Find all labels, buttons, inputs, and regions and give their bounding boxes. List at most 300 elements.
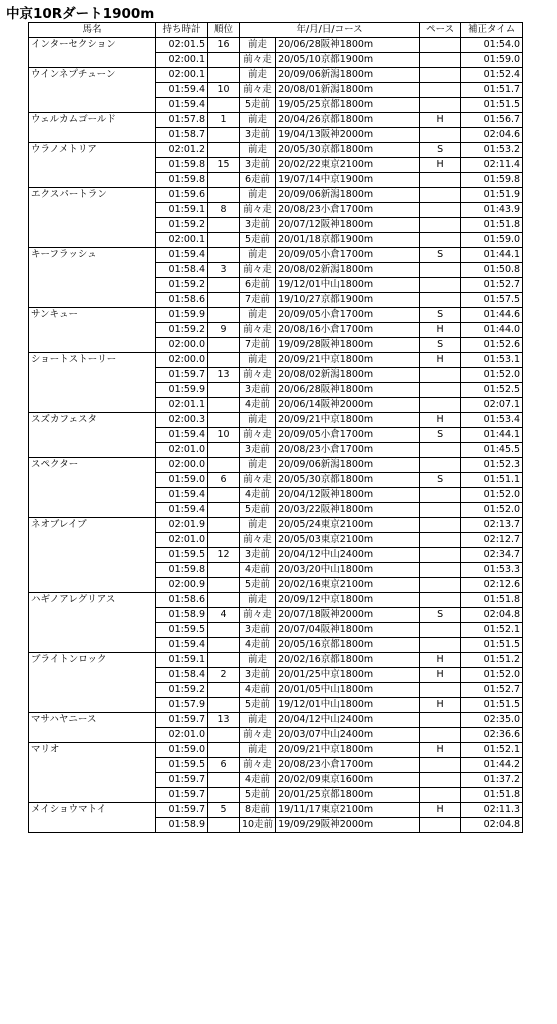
horse-name-cell: ネオブレイブ xyxy=(29,518,156,593)
race-cell: 19/12/01中山1800m xyxy=(276,698,420,713)
pace-cell: S xyxy=(420,143,461,158)
rank-cell xyxy=(208,743,240,758)
pace-cell xyxy=(420,383,461,398)
time-cell: 01:59.7 xyxy=(156,773,208,788)
rank-cell xyxy=(208,563,240,578)
table-row xyxy=(29,743,523,758)
corrected-time-cell: 01:52.1 xyxy=(461,743,523,758)
race-cell: 20/04/12阪神1800m xyxy=(276,488,420,503)
rank-cell xyxy=(208,698,240,713)
rank-cell xyxy=(208,458,240,473)
race-cell: 19/09/28阪神1800m xyxy=(276,338,420,353)
relative-race-cell: 前走 xyxy=(240,743,276,758)
race-cell: 19/11/17東京2100m xyxy=(276,803,420,818)
corrected-time-cell: 01:52.3 xyxy=(461,458,523,473)
pace-cell xyxy=(420,278,461,293)
rank-cell: 10 xyxy=(208,83,240,98)
pace-cell xyxy=(420,488,461,503)
pace-cell: S xyxy=(420,338,461,353)
pace-cell: H xyxy=(420,698,461,713)
relative-race-cell: 5走前 xyxy=(240,698,276,713)
relative-race-cell: 4走前 xyxy=(240,683,276,698)
pace-cell: H xyxy=(420,323,461,338)
race-cell: 20/07/04阪神1800m xyxy=(276,623,420,638)
time-cell: 02:00.0 xyxy=(156,338,208,353)
time-cell: 01:59.2 xyxy=(156,278,208,293)
rank-cell: 15 xyxy=(208,158,240,173)
rank-cell xyxy=(208,488,240,503)
pace-cell xyxy=(420,788,461,803)
race-cell: 20/08/01新潟1800m xyxy=(276,83,420,98)
pace-cell xyxy=(420,518,461,533)
time-cell: 01:59.4 xyxy=(156,503,208,518)
time-cell: 01:59.7 xyxy=(156,368,208,383)
relative-race-cell: 前走 xyxy=(240,308,276,323)
rank-cell: 6 xyxy=(208,758,240,773)
corrected-time-cell: 01:53.1 xyxy=(461,353,523,368)
corrected-time-cell: 01:51.8 xyxy=(461,788,523,803)
time-cell: 01:58.9 xyxy=(156,818,208,833)
pace-cell xyxy=(420,443,461,458)
pace-cell xyxy=(420,398,461,413)
rank-cell xyxy=(208,218,240,233)
pace-cell xyxy=(420,533,461,548)
corrected-time-cell: 01:53.2 xyxy=(461,143,523,158)
corrected-time-cell: 02:11.3 xyxy=(461,803,523,818)
rank-cell: 9 xyxy=(208,323,240,338)
race-cell: 19/04/13阪神2000m xyxy=(276,128,420,143)
relative-race-cell: 前走 xyxy=(240,593,276,608)
rank-cell xyxy=(208,578,240,593)
time-cell: 02:00.9 xyxy=(156,578,208,593)
pace-cell xyxy=(420,638,461,653)
table-row xyxy=(29,518,523,533)
horse-name-cell: サンキュー xyxy=(29,308,156,353)
time-cell: 01:59.4 xyxy=(156,638,208,653)
rank-cell xyxy=(208,413,240,428)
rank-cell xyxy=(208,188,240,203)
rank-cell: 10 xyxy=(208,428,240,443)
time-cell: 02:01.0 xyxy=(156,728,208,743)
rank-cell xyxy=(208,788,240,803)
time-cell: 01:57.8 xyxy=(156,113,208,128)
rank-cell xyxy=(208,653,240,668)
relative-race-cell: 3走前 xyxy=(240,383,276,398)
time-cell: 01:59.2 xyxy=(156,323,208,338)
pace-cell: H xyxy=(420,158,461,173)
header-rank: 順位 xyxy=(208,23,240,38)
pace-cell xyxy=(420,728,461,743)
relative-race-cell: 10走前 xyxy=(240,818,276,833)
table-row xyxy=(29,188,523,203)
pace-cell xyxy=(420,128,461,143)
rank-cell xyxy=(208,98,240,113)
corrected-time-cell: 01:52.5 xyxy=(461,383,523,398)
rank-cell xyxy=(208,623,240,638)
time-cell: 02:00.1 xyxy=(156,233,208,248)
relative-race-cell: 3走前 xyxy=(240,218,276,233)
race-cell: 20/08/02新潟1800m xyxy=(276,263,420,278)
relative-race-cell: 4走前 xyxy=(240,488,276,503)
corrected-time-cell: 01:44.1 xyxy=(461,428,523,443)
relative-race-cell: 4走前 xyxy=(240,563,276,578)
relative-race-cell: 3走前 xyxy=(240,158,276,173)
time-cell: 01:59.5 xyxy=(156,548,208,563)
race-cell: 20/08/02新潟1800m xyxy=(276,368,420,383)
pace-cell xyxy=(420,713,461,728)
relative-race-cell: 前走 xyxy=(240,143,276,158)
corrected-time-cell: 02:04.8 xyxy=(461,608,523,623)
rank-cell: 6 xyxy=(208,473,240,488)
relative-race-cell: 3走前 xyxy=(240,623,276,638)
horse-name-cell: ウラノメトリア xyxy=(29,143,156,188)
rank-cell xyxy=(208,353,240,368)
time-cell: 01:59.7 xyxy=(156,713,208,728)
corrected-time-cell: 01:37.2 xyxy=(461,773,523,788)
race-cell: 20/09/21中京1800m xyxy=(276,353,420,368)
rank-cell xyxy=(208,533,240,548)
race-cell: 20/09/12中京1800m xyxy=(276,593,420,608)
relative-race-cell: 前走 xyxy=(240,68,276,83)
time-cell: 01:58.4 xyxy=(156,668,208,683)
race-cell: 20/05/10京都1900m xyxy=(276,53,420,68)
horse-name-cell: ブライトンロック xyxy=(29,653,156,713)
pace-cell xyxy=(420,368,461,383)
race-cell: 20/06/14阪神2000m xyxy=(276,398,420,413)
corrected-time-cell: 01:51.7 xyxy=(461,83,523,98)
rank-cell xyxy=(208,278,240,293)
race-cell: 20/02/16京都1800m xyxy=(276,653,420,668)
pace-cell xyxy=(420,173,461,188)
corrected-time-cell: 01:44.6 xyxy=(461,308,523,323)
pace-cell xyxy=(420,578,461,593)
corrected-time-cell: 01:52.7 xyxy=(461,683,523,698)
rank-cell xyxy=(208,53,240,68)
time-cell: 02:00.1 xyxy=(156,53,208,68)
corrected-time-cell: 01:44.1 xyxy=(461,248,523,263)
relative-race-cell: 3走前 xyxy=(240,443,276,458)
time-cell: 02:01.5 xyxy=(156,38,208,53)
rank-cell xyxy=(208,818,240,833)
relative-race-cell: 5走前 xyxy=(240,578,276,593)
rank-cell xyxy=(208,728,240,743)
time-cell: 01:59.4 xyxy=(156,83,208,98)
pace-cell xyxy=(420,53,461,68)
race-cell: 20/07/12阪神1800m xyxy=(276,218,420,233)
time-cell: 01:59.2 xyxy=(156,683,208,698)
pace-cell xyxy=(420,563,461,578)
corrected-time-cell: 01:52.4 xyxy=(461,68,523,83)
time-cell: 01:59.0 xyxy=(156,743,208,758)
rank-cell xyxy=(208,773,240,788)
relative-race-cell: 7走前 xyxy=(240,338,276,353)
table-row xyxy=(29,143,523,158)
relative-race-cell: 5走前 xyxy=(240,788,276,803)
rank-cell: 8 xyxy=(208,203,240,218)
corrected-time-cell: 02:07.1 xyxy=(461,398,523,413)
race-cell: 20/05/30京都1800m xyxy=(276,473,420,488)
race-cell: 20/09/05小倉1700m xyxy=(276,308,420,323)
header-corrected: 補正タイム xyxy=(461,23,523,38)
corrected-time-cell: 01:51.1 xyxy=(461,473,523,488)
time-cell: 01:59.4 xyxy=(156,428,208,443)
relative-race-cell: 前走 xyxy=(240,713,276,728)
corrected-time-cell: 01:59.0 xyxy=(461,233,523,248)
relative-race-cell: 3走前 xyxy=(240,668,276,683)
relative-race-cell: 前走 xyxy=(240,38,276,53)
header-pace: ペース xyxy=(420,23,461,38)
time-cell: 02:01.0 xyxy=(156,443,208,458)
table-row xyxy=(29,713,523,728)
corrected-time-cell: 01:54.0 xyxy=(461,38,523,53)
table-row xyxy=(29,353,523,368)
race-cell: 20/02/09東京1600m xyxy=(276,773,420,788)
corrected-time-cell: 01:52.0 xyxy=(461,488,523,503)
corrected-time-cell: 01:50.8 xyxy=(461,263,523,278)
corrected-time-cell: 02:13.7 xyxy=(461,518,523,533)
corrected-time-cell: 01:52.6 xyxy=(461,338,523,353)
table-row xyxy=(29,38,523,53)
race-cell: 19/12/01中山1800m xyxy=(276,278,420,293)
time-cell: 01:59.9 xyxy=(156,383,208,398)
time-cell: 02:01.2 xyxy=(156,143,208,158)
race-cell: 20/04/26京都1800m xyxy=(276,113,420,128)
corrected-time-cell: 01:51.2 xyxy=(461,653,523,668)
race-cell: 20/07/18阪神2000m xyxy=(276,608,420,623)
pace-cell xyxy=(420,773,461,788)
corrected-time-cell: 02:12.7 xyxy=(461,533,523,548)
race-cell: 20/03/20中山1800m xyxy=(276,563,420,578)
time-cell: 01:59.1 xyxy=(156,653,208,668)
table-row xyxy=(29,593,523,608)
corrected-time-cell: 01:52.0 xyxy=(461,668,523,683)
corrected-time-cell: 02:35.0 xyxy=(461,713,523,728)
time-cell: 01:59.4 xyxy=(156,488,208,503)
pace-cell xyxy=(420,83,461,98)
table-row xyxy=(29,308,523,323)
rank-cell: 13 xyxy=(208,713,240,728)
pace-cell: S xyxy=(420,608,461,623)
header-name: 馬名 xyxy=(29,23,156,38)
horse-name-cell: メイショウマトイ xyxy=(29,803,156,833)
pace-cell xyxy=(420,233,461,248)
relative-race-cell: 前々走 xyxy=(240,428,276,443)
relative-race-cell: 5走前 xyxy=(240,503,276,518)
pace-cell xyxy=(420,98,461,113)
rank-cell xyxy=(208,398,240,413)
corrected-time-cell: 01:44.0 xyxy=(461,323,523,338)
corrected-time-cell: 01:56.7 xyxy=(461,113,523,128)
relative-race-cell: 3走前 xyxy=(240,128,276,143)
race-cell: 20/08/16小倉1700m xyxy=(276,323,420,338)
time-cell: 01:59.0 xyxy=(156,473,208,488)
pace-cell: H xyxy=(420,668,461,683)
race-cell: 20/09/05小倉1700m xyxy=(276,428,420,443)
corrected-time-cell: 01:51.8 xyxy=(461,593,523,608)
race-cell: 20/09/05小倉1700m xyxy=(276,248,420,263)
time-cell: 01:59.4 xyxy=(156,98,208,113)
race-cell: 20/01/25中京1800m xyxy=(276,668,420,683)
pace-cell: S xyxy=(420,428,461,443)
race-cell: 20/03/22阪神1800m xyxy=(276,503,420,518)
corrected-time-cell: 02:11.4 xyxy=(461,158,523,173)
race-cell: 20/09/06新潟1800m xyxy=(276,188,420,203)
pace-cell: H xyxy=(420,743,461,758)
corrected-time-cell: 01:51.5 xyxy=(461,638,523,653)
time-cell: 01:58.9 xyxy=(156,608,208,623)
horse-name-cell: スペクター xyxy=(29,458,156,518)
race-cell: 19/10/27京都1900m xyxy=(276,293,420,308)
relative-race-cell: 前々走 xyxy=(240,368,276,383)
race-cell: 19/05/25京都1800m xyxy=(276,98,420,113)
relative-race-cell: 4走前 xyxy=(240,773,276,788)
relative-race-cell: 前走 xyxy=(240,188,276,203)
table-row xyxy=(29,458,523,473)
relative-race-cell: 前々走 xyxy=(240,533,276,548)
pace-cell xyxy=(420,548,461,563)
race-cell: 20/03/07中山2400m xyxy=(276,728,420,743)
time-cell: 01:59.5 xyxy=(156,758,208,773)
race-cell: 20/04/12中山2400m xyxy=(276,548,420,563)
relative-race-cell: 前々走 xyxy=(240,758,276,773)
time-cell: 01:59.8 xyxy=(156,158,208,173)
rank-cell: 12 xyxy=(208,548,240,563)
time-cell: 01:59.5 xyxy=(156,623,208,638)
rank-cell: 16 xyxy=(208,38,240,53)
time-cell: 01:58.6 xyxy=(156,293,208,308)
race-cell: 20/09/21中京1800m xyxy=(276,743,420,758)
relative-race-cell: 前々走 xyxy=(240,473,276,488)
corrected-time-cell: 01:45.5 xyxy=(461,443,523,458)
corrected-time-cell: 01:52.0 xyxy=(461,368,523,383)
race-cell: 20/08/23小倉1700m xyxy=(276,758,420,773)
horse-name-cell: インターセクション xyxy=(29,38,156,68)
pace-cell: S xyxy=(420,248,461,263)
time-cell: 01:59.4 xyxy=(156,248,208,263)
rank-cell xyxy=(208,68,240,83)
pace-cell xyxy=(420,188,461,203)
horse-name-cell: キーフラッシュ xyxy=(29,248,156,308)
race-cell: 20/01/25京都1800m xyxy=(276,788,420,803)
pace-cell: S xyxy=(420,308,461,323)
horse-name-cell: ハギノアレグリアス xyxy=(29,593,156,653)
race-cell: 20/01/18京都1900m xyxy=(276,233,420,248)
race-cell: 20/05/30京都1800m xyxy=(276,143,420,158)
table-row xyxy=(29,413,523,428)
pace-cell xyxy=(420,218,461,233)
race-cell: 20/05/16京都1800m xyxy=(276,638,420,653)
race-cell: 20/05/24東京2100m xyxy=(276,518,420,533)
relative-race-cell: 前々走 xyxy=(240,323,276,338)
corrected-time-cell: 01:51.8 xyxy=(461,218,523,233)
corrected-time-cell: 01:52.0 xyxy=(461,503,523,518)
corrected-time-cell: 01:53.3 xyxy=(461,563,523,578)
race-cell: 20/01/05中山1800m xyxy=(276,683,420,698)
pace-cell xyxy=(420,203,461,218)
time-cell: 02:01.9 xyxy=(156,518,208,533)
table-row xyxy=(29,653,523,668)
time-cell: 02:01.1 xyxy=(156,398,208,413)
relative-race-cell: 前走 xyxy=(240,653,276,668)
relative-race-cell: 前走 xyxy=(240,113,276,128)
race-table xyxy=(28,22,523,833)
time-cell: 02:00.0 xyxy=(156,458,208,473)
relative-race-cell: 前々走 xyxy=(240,263,276,278)
time-cell: 01:59.1 xyxy=(156,203,208,218)
corrected-time-cell: 01:57.5 xyxy=(461,293,523,308)
pace-cell xyxy=(420,263,461,278)
relative-race-cell: 前々走 xyxy=(240,203,276,218)
time-cell: 01:59.8 xyxy=(156,173,208,188)
time-cell: 01:58.4 xyxy=(156,263,208,278)
race-cell: 20/04/12中山2400m xyxy=(276,713,420,728)
header-race: 年/月/日/コース xyxy=(240,23,420,38)
table-row xyxy=(29,68,523,83)
time-cell: 01:59.8 xyxy=(156,563,208,578)
corrected-time-cell: 02:12.6 xyxy=(461,578,523,593)
time-cell: 01:59.7 xyxy=(156,788,208,803)
horse-name-cell: マリオ xyxy=(29,743,156,803)
pace-cell xyxy=(420,503,461,518)
horse-name-cell: マサハヤニース xyxy=(29,713,156,743)
race-cell: 20/06/28阪神1800m xyxy=(276,38,420,53)
pace-cell xyxy=(420,38,461,53)
race-cell: 20/02/22東京2100m xyxy=(276,158,420,173)
relative-race-cell: 前々走 xyxy=(240,608,276,623)
rank-cell xyxy=(208,248,240,263)
pace-cell xyxy=(420,458,461,473)
corrected-time-cell: 02:04.8 xyxy=(461,818,523,833)
rank-cell xyxy=(208,503,240,518)
rank-cell xyxy=(208,443,240,458)
time-cell: 02:00.1 xyxy=(156,68,208,83)
race-cell: 20/08/23小倉1700m xyxy=(276,203,420,218)
time-cell: 01:59.2 xyxy=(156,218,208,233)
race-cell: 20/08/23小倉1700m xyxy=(276,443,420,458)
time-cell: 01:59.7 xyxy=(156,803,208,818)
pace-cell xyxy=(420,818,461,833)
rank-cell xyxy=(208,128,240,143)
race-cell: 20/09/06新潟1800m xyxy=(276,68,420,83)
table-row xyxy=(29,803,523,818)
race-cell: 20/09/21中京1800m xyxy=(276,413,420,428)
pace-cell: S xyxy=(420,473,461,488)
relative-race-cell: 前々走 xyxy=(240,53,276,68)
pace-cell xyxy=(420,683,461,698)
race-cell: 19/09/29阪神2000m xyxy=(276,818,420,833)
rank-cell: 13 xyxy=(208,368,240,383)
race-cell: 20/09/06新潟1800m xyxy=(276,458,420,473)
corrected-time-cell: 02:34.7 xyxy=(461,548,523,563)
rank-cell xyxy=(208,683,240,698)
table-row xyxy=(29,248,523,263)
relative-race-cell: 前走 xyxy=(240,248,276,263)
table-body xyxy=(29,38,523,833)
horse-name-cell: ウインネプチューン xyxy=(29,68,156,113)
page-title: 中京10Rダート1900m xyxy=(6,6,155,22)
table-row xyxy=(29,113,523,128)
rank-cell xyxy=(208,593,240,608)
relative-race-cell: 6走前 xyxy=(240,173,276,188)
rank-cell xyxy=(208,308,240,323)
time-cell: 02:00.0 xyxy=(156,353,208,368)
relative-race-cell: 前走 xyxy=(240,518,276,533)
corrected-time-cell: 01:51.9 xyxy=(461,188,523,203)
relative-race-cell: 6走前 xyxy=(240,278,276,293)
pace-cell xyxy=(420,68,461,83)
pace-cell xyxy=(420,593,461,608)
header-row xyxy=(29,23,523,38)
